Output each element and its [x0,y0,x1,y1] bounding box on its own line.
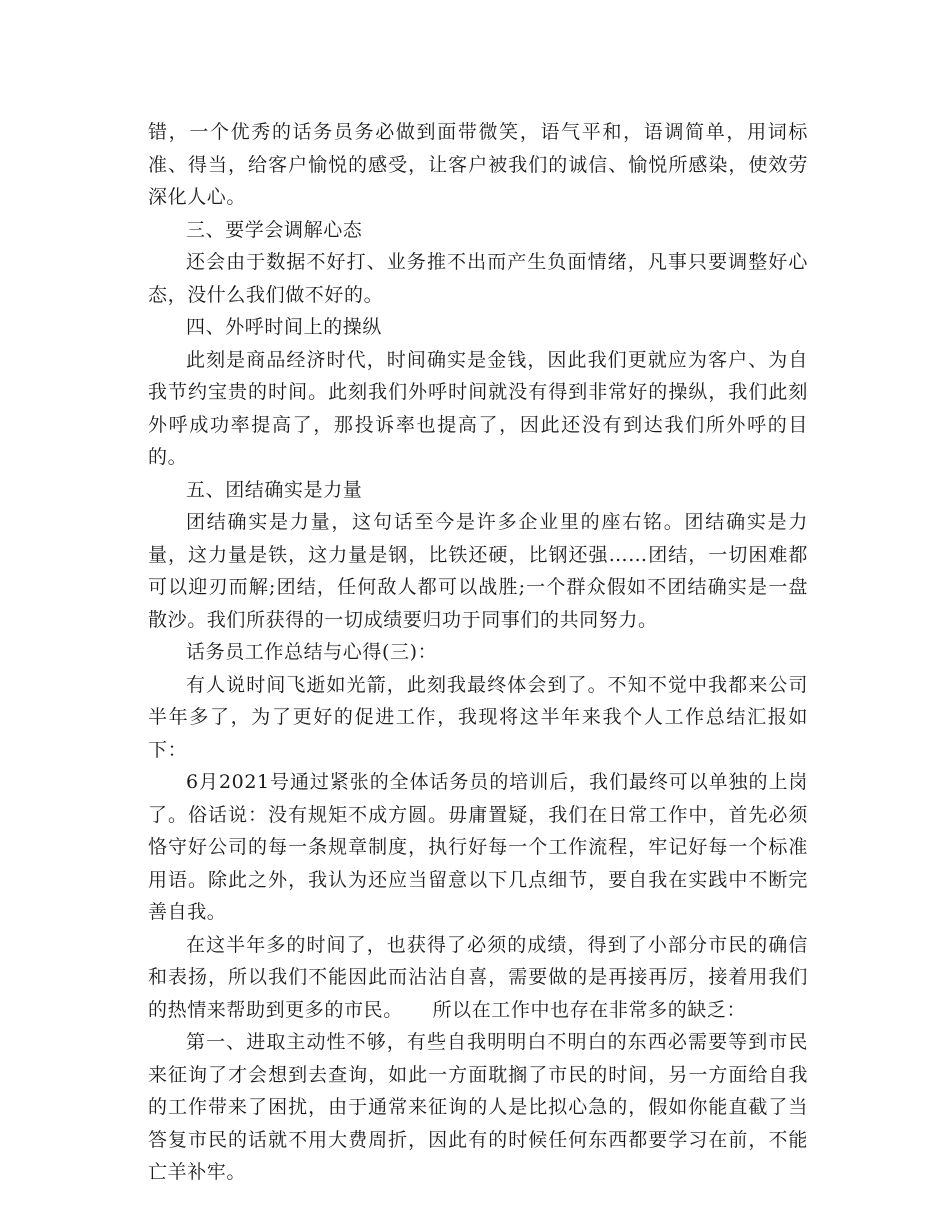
paragraph: 团结确实是力量，这句话至今是许多企业里的座右铭。团结确实是力量，这力量是铁，这力量是钢，比铁还硬，比钢还强……团结，一切困难都可以迎刃而解;团结，任何敌人都可以战胜;一个群众假如不团结确实是一盘散沙。我们所获得的一切成绩要归功于同事们的共同努力。 [148,511,808,631]
paragraph: 第一、进取主动性不够，有些自我明明白不明白的东西必需要等到市民来征询了才会想到去查询，如此一方面耽搁了市民的时间，另一方面给自我的工作带来了困扰，由于通常来征询的人是比拟心急的，假如你能直截了当答复市民的话就不用大费周折，因此有的时候任何东西都要学习在前，不能亡羊补牢。 [148,1031,808,1183]
document-body [148,116,808,1189]
heading-three: 三、要学会调解心态 [186,218,363,241]
paragraph: 还会由于数据不好打、业务推不出而产生负面情绪，凡事只要调整好心态，没什么我们做不好的。 [148,251,808,306]
section-title: 话务员工作总结与心得(三)： [186,641,438,663]
paragraph: 有人说时间飞逝如光箭，此刻我最终体会到了。不知不觉中我都来公司半年多了，为了更好的促进工作，我现将这半年来我个人工作总结汇报如下： [148,673,808,761]
heading-five: 五、团结确实是力量 [186,478,363,501]
paragraph: 此刻是商品经济时代，时间确实是金钱，因此我们更就应为客户、为自我节约宝贵的时间。此刻我们外呼时间就没有得到非常好的操纵，我们此刻外呼成功率提高了，那投诉率也提高了，因此还没有到达我们所外呼的目的。 [148,348,808,468]
heading-four: 四、外呼时间上的操纵 [186,316,383,338]
paragraph: 在这半年多的时间了，也获得了必须的成绩，得到了小部分市民的确信和表扬，所以我们不能因此而沾沾自喜，需要做的是再接再厉，接着用我们的热情来帮助到更多的市民。 所以在工作中也存在非常多的缺乏： [148,933,808,1021]
paragraph-continuation: 错，一个优秀的话务员务必做到面带微笑，语气平和，语调简单，用词标准、得当，给客户愉悦的感受，让客户被我们的诚信、愉悦所感染，使效劳深化人心。 [148,121,808,208]
paragraph: 6月2021号通过紧张的全体话务员的培训后，我们最终可以单独的上岗了。俗话说：没有规矩不成方圆。毋庸置疑，我们在日常工作中，首先必须恪守好公司的每一条规章制度，执行好每一个工作流程，牢记好每一个标准用语。除此之外，我认为还应当留意以下几点细节，要自我在实践中不断完善自我。 [148,771,808,923]
